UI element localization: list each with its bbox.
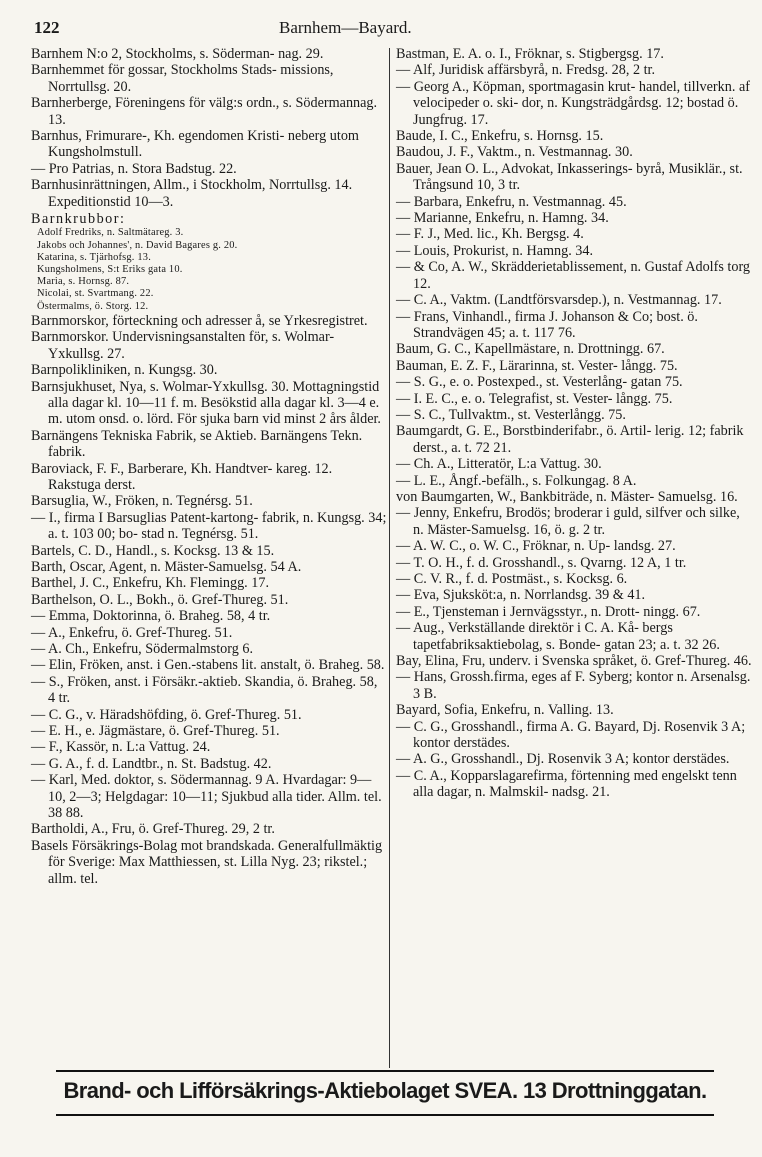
directory-entry: Barnpolikliniken, n. Kungsg. 30. [31,362,218,379]
directory-entry: — S. C., Tullvaktm., st. Vesterlångg. 75. [396,406,626,423]
directory-entry: Baumgardt, G. E., Borstbinderifabr., ö. Artil- lerig. 12; fabrik derst., a. t. 72 21. [396,423,744,456]
directory-entry: — Jenny, Enkefru, Brodös; broderar i guld, silfver och silke, n. Mäster-Samuelsg. 16, ö. g. 2 tr. [396,505,740,538]
sub-entry: Jakobs och Johannes', n. David Bagares g. 20. [37,239,238,251]
directory-entry: Barnhus, Frimurare-, Kh. egendomen Kristi- neberg utom Kungsholmstull. [31,128,359,161]
directory-entry: — Pro Patrias, n. Stora Badstug. 22. [31,160,237,177]
directory-entry: — C. G., Grosshandl., firma A. G. Bayard, Dj. Rosenvik 3 A; kontor derstädes. [396,718,746,752]
directory-entry: Bauer, Jean O. L., Advokat, Inkasserings- byrå, Musiklär., st. Trångsund 10, 3 tr. [396,160,743,194]
directory-entry: Basels Försäkrings-Bolag mot brandskada. Generalfullmäktig för Sverige: Max Matthiessen, st. Lilla Nyg. 23; rikstel.; allm. tel. [31,837,383,887]
sub-entry: Kungsholmens, S:t Eriks gata 10. [37,264,183,276]
directory-entry: — C. G., v. Häradshöfding, ö. Gref-Thureg. 51. [31,706,302,723]
directory-entry: — A. Ch., Enkefru, Södermalmstorg 6. [31,641,253,658]
directory-entry: — C. A., Kopparslagarefirma, förtenning med engelskt tenn alla dagar, n. Malmskil- nadsg. 21. [396,767,737,801]
page-header [34,18,734,40]
directory-entry: Baudou, J. F., Vaktm., n. Vestmannag. 30. [396,144,633,161]
directory-entry: Bay, Elina, Fru, underv. i Svenska språket, ö. Gref-Thureg. 46. [396,653,752,670]
directory-entry: Bauman, E. Z. F., Lärarinna, st. Vester- långg. 75. [396,357,678,374]
directory-entry: Barnängens Tekniska Fabrik, se Aktieb. Barnängens Tekn. fabrik. [31,427,363,461]
directory-entry: — F. J., Med. lic., Kh. Bergsg. 4. [396,226,584,243]
sub-entry: Adolf Fredriks, n. Saltmätareg. 3. [37,227,184,239]
directory-entry: — Hans, Grossh.firma, eges af F. Syberg; kontor n. Arsenalsg. 3 B. [396,669,751,702]
directory-entry: Barthelson, O. L., Bokh., ö. Gref-Thureg. 51. [31,591,289,608]
directory-entry: Bayard, Sofia, Enkefru, n. Valling. 13. [396,702,614,719]
directory-entry: — Eva, Sjuksköt:a, n. Norrlandsg. 39 & 41. [396,587,646,604]
directory-entry: — T. O. H., f. d. Grosshandl., s. Qvarng. 12 A, 1 tr. [396,554,687,571]
directory-entry: Bartels, C. D., Handl., s. Kocksg. 13 & 15. [31,542,275,559]
sub-entry: Östermalms, ö. Storg. 12. [37,300,149,312]
directory-entry: — L. E., Ångf.-befälh., s. Folkungag. 8 A. [396,472,637,489]
directory-entry: Barnhemmet för gossar, Stockholms Stads- missions, Norrtullsg. 20. [31,62,334,95]
footer-rule-bottom [56,1114,714,1116]
directory-entry: — Aug., Verkställande direktör i C. A. Kå- bergs tapetfabriksaktiebolag, s. Bonde- gatan 23; a. t. 32 26. [396,620,720,653]
directory-entry: Barnmorskor. Undervisningsanstalten för, s. Wolmar-Yxkullsg. 27. [31,329,335,362]
directory-entry: Bartholdi, A., Fru, ö. Gref-Thureg. 29, 2 tr. [31,821,275,838]
directory-entry: — E. H., e. Jägmästare, ö. Gref-Thureg. 51. [31,723,280,740]
directory-entry: von Baumgarten, W., Bankbiträde, n. Mäster- Samuelsg. 16. [396,488,738,505]
directory-entry: Baum, G. C., Kapellmästare, n. Drottningg. 67. [396,341,665,358]
directory-entry: Baude, I. C., Enkefru, s. Hornsg. 15. [396,128,604,145]
directory-entry: Barnsjukhuset, Nya, s. Wolmar-Yxkullsg. 30. Mottagningstid alla dagar kl. 10—11 f. m. Besökstid alla dagar kl. 3—4 e. m. utom onsd. o. lörd. För sjuka barn vid minst 2 års ålder. [31,378,381,428]
directory-entry: — Louis, Prokurist, n. Hamng. 34. [396,242,594,259]
directory-entry: Baroviack, F. F., Barberare, Kh. Handtver- kareg. 12. Rakstuga derst. [31,460,333,493]
directory-entry: — C. A., Vaktm. (Landtförsvarsdep.), n. Vestmannag. 17. [396,292,722,309]
directory-entry: Barth, Oscar, Agent, n. Mäster-Samuelsg. 54 A. [31,558,302,575]
page-number: 122 [34,18,60,37]
footer-rule-top [56,1070,714,1072]
directory-entry: — Karl, Med. doktor, s. Södermannag. 9 A. Hvardagar: 9—10, 2—3; Helgdagar: 10—11; Sjukbud alla tider. Allm. tel. 38 88. [31,772,382,822]
running-head: Barnhem—Bayard. [279,18,412,37]
directory-entry: — C. V. R., f. d. Postmäst., s. Kocksg. 6. [396,571,628,587]
column-divider [389,48,390,1068]
directory-entry: — F., Kassör, n. L:a Vattug. 24. [31,739,211,756]
directory-entry: — Marianne, Enkefru, n. Hamng. 34. [396,210,609,227]
directory-entry: — G. A., f. d. Landtbr., n. St. Badstug. 42. [31,755,272,772]
directory-entry: Barnmorskor, förteckning och adresser å, se Yrkesregistret. [31,312,368,329]
directory-entry: — Elin, Fröken, anst. i Gen.-stabens lit. anstalt, ö. Braheg. 58. [31,657,385,674]
section-heading: Barnkrubbor: [31,211,126,228]
directory-entry: Barsuglia, W., Fröken, n. Tegnérsg. 51. [31,493,253,510]
directory-entry: — Alf, Juridisk affärsbyrå, n. Fredsg. 28, 2 tr. [396,62,656,79]
directory-entry: — Frans, Vinhandl., firma J. Johanson & Co; bost. ö. Strandvägen 45; a. t. 117 76. [396,308,698,341]
left-column [31,46,387,887]
directory-entry: — I., firma I Barsuglias Patent-kartong- fabrik, n. Kungsg. 34; a. t. 103 00; bo- stad n. Tegnérsg. 51. [31,509,387,543]
sub-entry: Maria, s. Hornsg. 87. [37,276,130,288]
directory-entry: — S. G., e. o. Postexped., st. Vesterlång- gatan 75. [396,374,683,391]
sub-entry: Katarina, s. Tjärhofsg. 13. [37,251,151,263]
directory-entry: — Ch. A., Litteratör, L:a Vattug. 30. [396,456,602,473]
sub-entry: Nicolai, st. Svartmang. 22. [37,288,154,300]
directory-entry: — A. W. C., o. W. C., Fröknar, n. Up- landsg. 27. [396,538,676,555]
directory-entry: — Emma, Doktorinna, ö. Braheg. 58, 4 tr. [31,608,271,625]
directory-entry: — & Co, A. W., Skrädderietablissement, n. Gustaf Adolfs torg 12. [396,259,751,292]
right-column [396,46,752,801]
directory-entry: — S., Fröken, anst. i Försäkr.-aktieb. Skandia, ö. Braheg. 58, 4 tr. [31,673,378,707]
directory-entry: Bastman, E. A. o. I., Fröknar, s. Stigbergsg. 17. [396,46,664,62]
directory-entry: — A., Enkefru, ö. Gref-Thureg. 51. [31,624,233,641]
directory-entry: Barnhusinrättningen, Allm., i Stockholm, Norrtullsg. 14. Expeditionstid 10—3. [31,177,353,210]
directory-entry: — E., Tjensteman i Jernvägsstyr., n. Drott- ningg. 67. [396,603,701,620]
directory-entry: Barnherberge, Föreningens för välg:s ordn., s. Södermannag. 13. [31,95,378,128]
directory-entry: — I. E. C., e. o. Telegrafist, st. Vester- långg. 75. [396,390,673,407]
directory-entry: — Barbara, Enkefru, n. Vestmannag. 45. [396,193,627,210]
directory-entry: Barnhem N:o 2, Stockholms, s. Söderman- nag. 29. [31,46,324,62]
directory-entry: Barthel, J. C., Enkefru, Kh. Flemingg. 17. [31,575,270,592]
footer-advertisement: Brand- och Lifförsäkrings-Aktiebolaget SVEA. 13 Drottninggatan. [63,1078,707,1103]
directory-entry: — Georg A., Köpman, sportmagasin krut- handel, tillverkn. af velocipeder o. ski- dor, n. Kungsträdgårdsg. 12; bostad ö. Jungfrug. 17. [396,78,750,128]
directory-entry: — A. G., Grosshandl., Dj. Rosenvik 3 A; kontor derstädes. [396,751,730,768]
